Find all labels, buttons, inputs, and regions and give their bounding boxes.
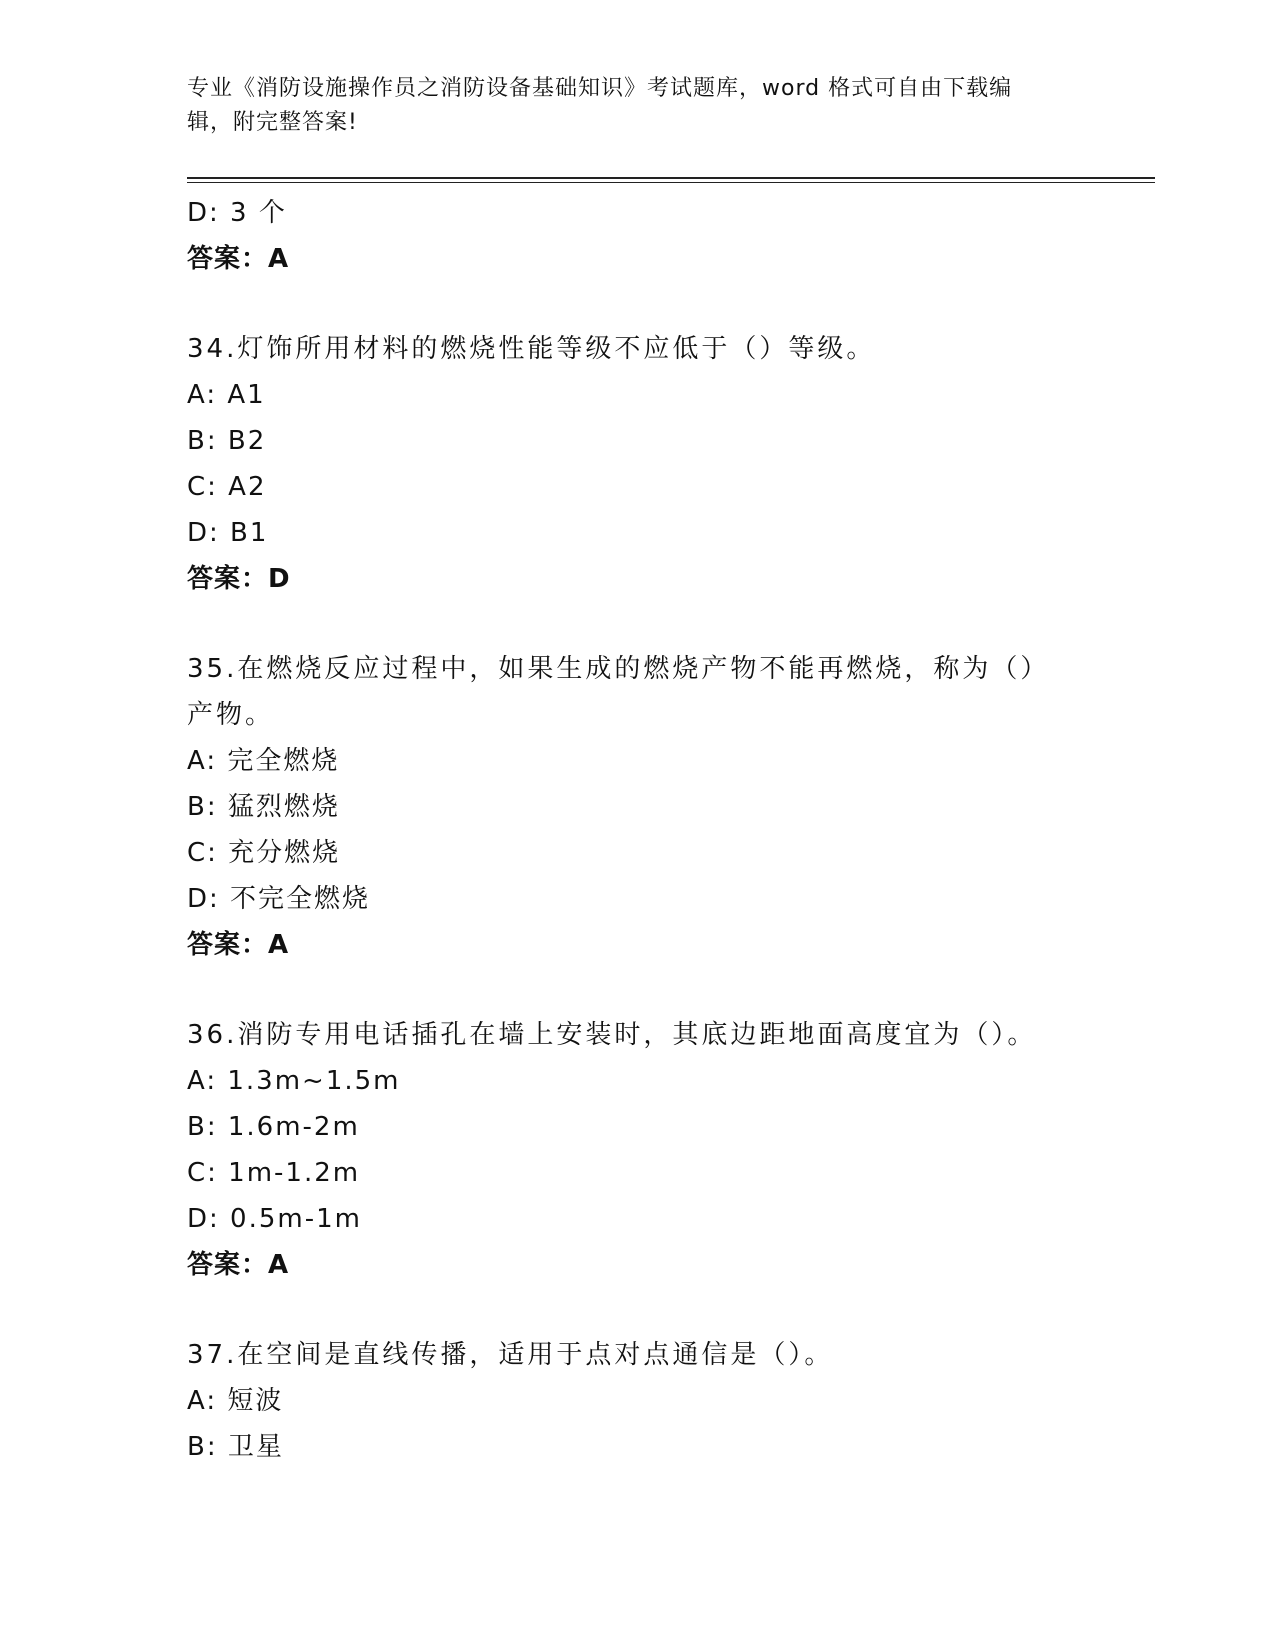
option-b: B: 卫星: [187, 1432, 284, 1462]
option-a: A: A1: [187, 380, 266, 410]
answer: 答案：A: [187, 930, 290, 960]
header-rule-thick: [187, 177, 1155, 179]
answer: 答案：A: [187, 244, 290, 274]
option-a: A: 1.3m~1.5m: [187, 1066, 401, 1096]
header-line-2: 辑，附完整答案!: [187, 110, 358, 135]
answer: 答案：A: [187, 1250, 290, 1280]
question-list: [187, 190, 1087, 1470]
option-b: B: 猛烈燃烧: [187, 792, 340, 822]
option-d: D: B1: [187, 518, 269, 548]
question-stem: 36.消防专用电话插孔在墙上安装时，其底边距地面高度宜为（）。: [187, 1020, 1037, 1050]
question-34: [187, 326, 1087, 602]
question-stem: 34.灯饰所用材料的燃烧性能等级不应低于（）等级。: [187, 334, 876, 364]
question-stem: 35.在燃烧反应过程中，如果生成的燃烧产物不能再燃烧，称为（）产物。: [187, 654, 1037, 730]
question-stem: 37.在空间是直线传播，适用于点对点通信是（）。: [187, 1340, 834, 1370]
header-rule-thin: [187, 182, 1155, 183]
question-35: [187, 646, 1087, 968]
question-37: [187, 1332, 1087, 1470]
option-a: A: 短波: [187, 1386, 284, 1416]
page-header: [187, 72, 1067, 140]
option-a: A: 完全燃烧: [187, 746, 340, 776]
option-d: D: 不完全燃烧: [187, 884, 371, 914]
option-d: D: 0.5m-1m: [187, 1204, 362, 1234]
option-b: B: 1.6m-2m: [187, 1112, 360, 1142]
option-c: C: A2: [187, 472, 267, 502]
question-36: [187, 1012, 1087, 1288]
option-d: D: 3 个: [187, 198, 287, 228]
header-line-1: 专业《消防设施操作员之消防设备基础知识》考试题库，word 格式可自由下载编: [187, 76, 1013, 101]
answer: 答案：D: [187, 564, 291, 594]
option-c: C: 1m-1.2m: [187, 1158, 361, 1188]
option-b: B: B2: [187, 426, 267, 456]
option-c: C: 充分燃烧: [187, 838, 341, 868]
